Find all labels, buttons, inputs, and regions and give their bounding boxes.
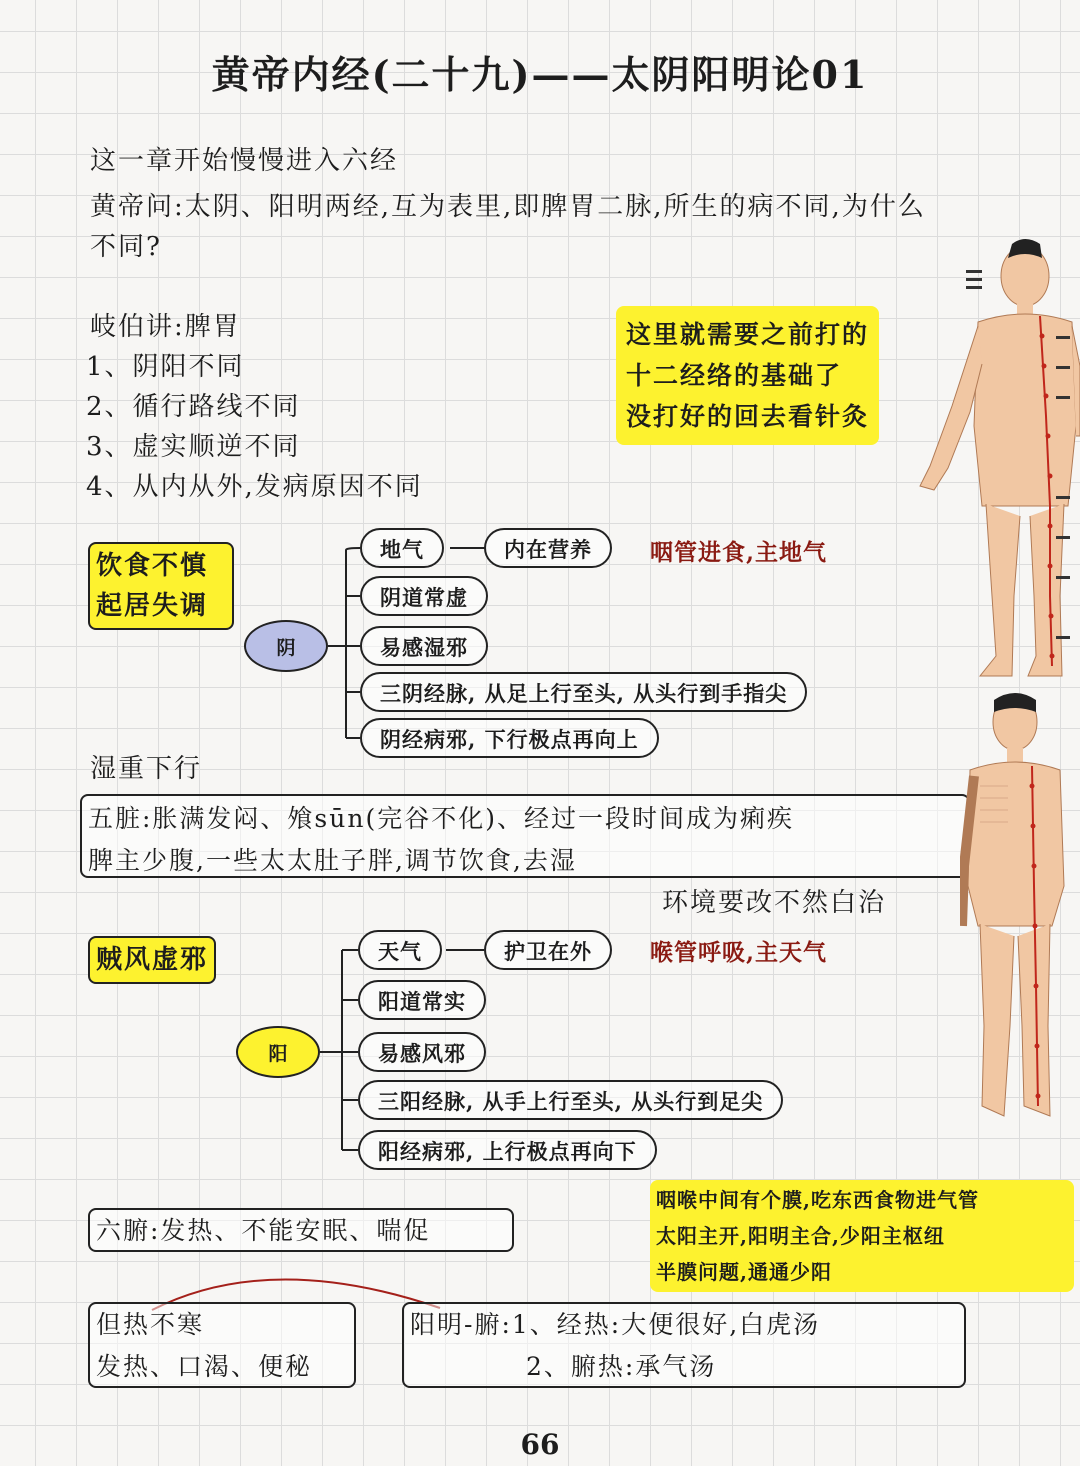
yang-sub-branch-defense: 护卫在外 [484, 930, 612, 970]
intro-line-3: 不同? [90, 232, 162, 262]
intro-line-1: 这一章开始慢慢进入六经 [90, 146, 399, 176]
heat-box [88, 1302, 356, 1388]
yin-hub: 阴 [244, 620, 328, 672]
yangming-line: 2、腑热:承气汤 [526, 1352, 717, 1381]
page-title: 黄帝内经(二十九)——太阴阳明论01 [211, 52, 869, 97]
intro-line-2: 黄帝问:太阴、阳明两经,互为表里,即脾胃二脉,所生的病不同,为什么 [90, 192, 926, 222]
throat-note-line: 半膜问题,通通少阳 [656, 1260, 832, 1284]
damp-label: 湿重下行 [90, 754, 203, 784]
yang-branch-wind: 易感风邪 [358, 1032, 486, 1072]
throat-note-line: 太阳主开,阳明主合,少阳主枢纽 [656, 1224, 945, 1248]
zang-box [80, 794, 970, 878]
qibo-point-2: 2、循行路线不同 [86, 392, 301, 422]
qibo-point-1: 1、阴阳不同 [86, 352, 245, 382]
zang-line: 脾主少腹,一些太太肚子胖,调节饮食,去湿 [88, 846, 577, 875]
foundation-note-line: 没打好的回去看针灸 [626, 402, 870, 431]
yang-hub: 阳 [236, 1026, 320, 1078]
yangming-box [402, 1302, 966, 1388]
yin-branch-meridians: 三阴经脉, 从足上行至头, 从头行到手指尖 [360, 672, 807, 712]
environment-note: 环境要改不然白治 [662, 888, 887, 918]
yang-branch-meridians: 三阳经脉, 从手上行至头, 从头行到足尖 [358, 1080, 783, 1120]
zang-line: 五脏:胀满发闷、飧sūn(完谷不化)、经过一段时间成为痢疾 [88, 804, 794, 833]
yang-branch-excess: 阳道常实 [358, 980, 486, 1020]
yin-annotation: 咽管进食,主地气 [650, 539, 828, 566]
qibo-heading: 岐伯讲:脾胃 [90, 312, 241, 342]
torso-meridian-figure-icon [960, 686, 1080, 1132]
body-meridian-figure-icon [900, 236, 1080, 696]
yin-branch-pathogen: 阴经病邪, 下行极点再向上 [360, 718, 659, 758]
yin-branch-earth-qi: 地气 [360, 528, 444, 568]
throat-note-line: 咽喉中间有个膜,吃东西食物进气管 [656, 1188, 979, 1212]
yin-branch-damp: 易感湿邪 [360, 626, 488, 666]
yin-sub-branch-nutrition: 内在营养 [484, 528, 612, 568]
yang-cause-box: 贼风虚邪 [88, 936, 216, 984]
foundation-note [616, 306, 879, 445]
foundation-note-line: 十二经络的基础了 [626, 361, 843, 390]
yang-branch-pathogen: 阳经病邪, 上行极点再向下 [358, 1130, 657, 1170]
heat-line: 发热、口渴、便秘 [96, 1352, 313, 1381]
page-number: 66 [520, 1428, 560, 1461]
fu-line: 六腑:发热、不能安眠、喘促 [96, 1216, 431, 1245]
foundation-note-line: 这里就需要之前打的 [626, 320, 870, 349]
throat-note [650, 1180, 1074, 1292]
yin-branch-deficiency: 阴道常虚 [360, 576, 488, 616]
yin-cause-line: 起居失调 [96, 591, 209, 621]
yang-branch-heaven-qi: 天气 [358, 930, 442, 970]
heat-line: 但热不寒 [96, 1310, 205, 1339]
qibo-point-4: 4、从内从外,发病原因不同 [86, 472, 423, 502]
qibo-point-3: 3、虚实顺逆不同 [86, 432, 301, 462]
yin-cause-line: 饮食不慎 [96, 551, 209, 581]
yangming-line: 阳明-腑:1、经热:大便很好,白虎汤 [410, 1310, 821, 1339]
fu-box [88, 1208, 514, 1252]
yang-annotation: 喉管呼吸,主天气 [650, 939, 828, 966]
yin-cause-box [88, 542, 234, 630]
